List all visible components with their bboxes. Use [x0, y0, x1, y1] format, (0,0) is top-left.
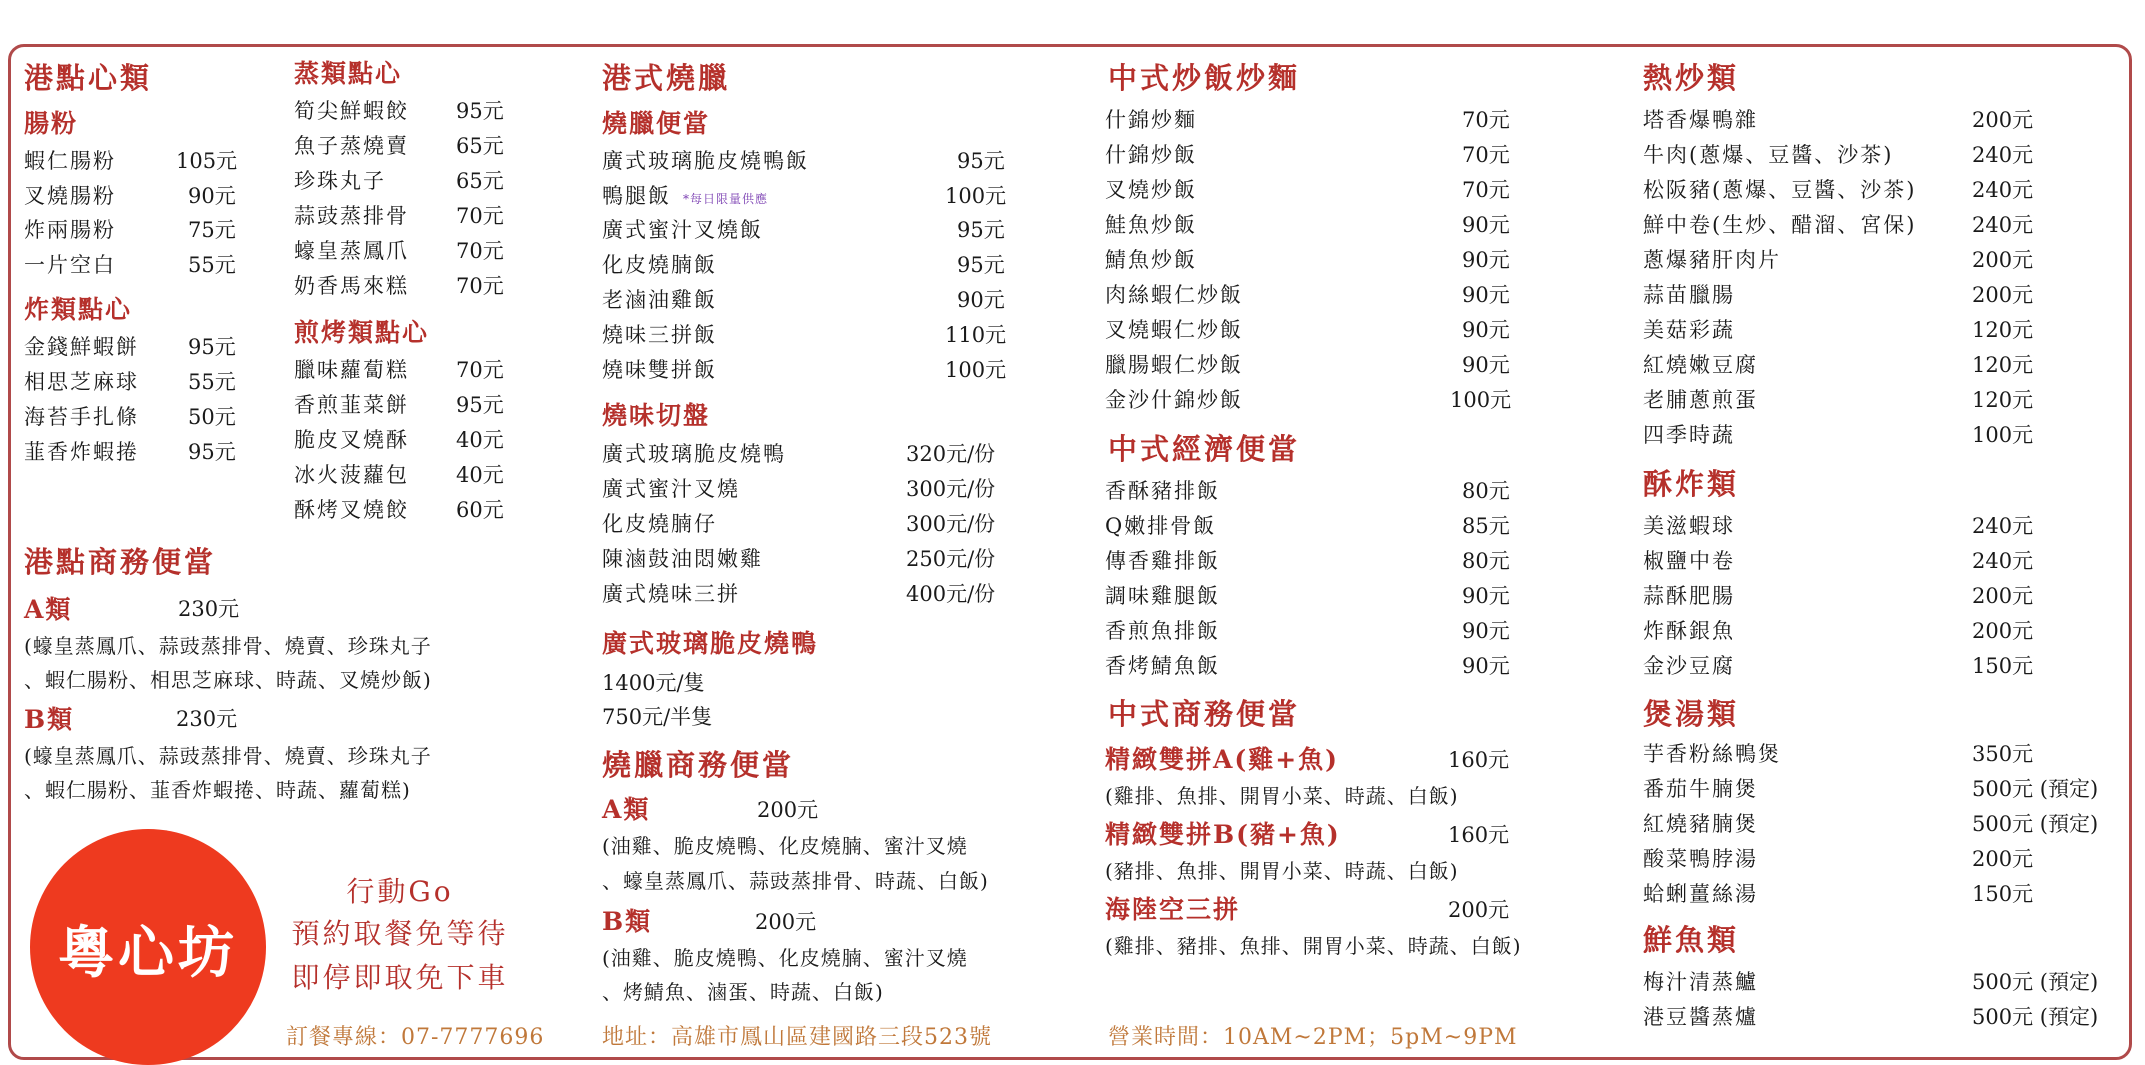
menu-item-name: 鮭魚炒飯: [1105, 213, 1197, 237]
menu-item-price: 75元: [188, 218, 236, 242]
set-description: (蠔皇蒸鳳爪、蒜豉蒸排骨、燒賣、珍珠丸子: [24, 634, 432, 658]
combo-description: (雞排、豬排、魚排、開胃小菜、時蔬、白飯): [1105, 934, 1522, 958]
menu-item-name: 調味雞腿飯: [1105, 584, 1220, 608]
menu-item-price: 105元: [176, 149, 238, 173]
menu-item-name: 什錦炒麵: [1105, 108, 1197, 132]
menu-item-name: 冰火菠蘿包: [294, 463, 409, 487]
menu-item-price: 40元: [456, 463, 504, 487]
set-description: (油雞、脆皮燒鴨、化皮燒腩、蜜汁叉燒: [602, 946, 968, 970]
menu-item-price: 240元: [1972, 178, 2034, 202]
section-title: 港點商務便當: [24, 545, 217, 579]
menu-item-name: 奶香馬來糕: [294, 274, 409, 298]
section-title: 熱炒類: [1643, 61, 1740, 95]
menu-item-price: 80元: [1462, 549, 1510, 573]
menu-item-price: 200元: [1972, 248, 2034, 272]
menu-item-name: 叉燒腸粉: [24, 184, 116, 208]
menu-item-name: 蛤蜊薑絲湯: [1643, 882, 1758, 906]
combo-description: (雞排、魚排、開胃小菜、時蔬、白飯): [1105, 784, 1459, 808]
menu-item-name: 香煎魚排飯: [1105, 619, 1220, 643]
menu-item-name: 廣式玻璃脆皮燒鴨飯: [602, 149, 809, 173]
menu-item-name: 美菇彩蔬: [1643, 318, 1735, 342]
menu-item-price: 240元: [1972, 514, 2034, 538]
menu-item-price: 150元: [1972, 654, 2034, 678]
menu-item-name: 松阪豬(蔥爆、豆醬、沙茶): [1643, 178, 1917, 202]
menu-item-name: 燒味雙拼飯: [602, 358, 717, 382]
menu-item-price: 240元: [1972, 213, 2034, 237]
set-description: 、蠔皇蒸鳳爪、蒜豉蒸排骨、時蔬、白飯): [602, 869, 989, 893]
menu-item-price: 90元: [1462, 248, 1510, 272]
menu-item-name: 叉燒蝦仁炒飯: [1105, 318, 1243, 342]
menu-item-price: 90元: [1462, 584, 1510, 608]
menu-item-name: 牛肉(蔥爆、豆醬、沙茶): [1643, 143, 1894, 167]
menu-item-name: 傳香雞排飯: [1105, 549, 1220, 573]
menu-item-name: 蒜酥肥腸: [1643, 584, 1735, 608]
menu-item-price: 200元: [1972, 847, 2034, 871]
menu-item-name: 韮香炸蝦捲: [24, 440, 139, 464]
set-description: 、蝦仁腸粉、韮香炸蝦捲、時蔬、蘿蔔糕): [24, 778, 411, 802]
set-label: A類: [602, 795, 651, 824]
menu-item-name: 香酥豬排飯: [1105, 479, 1220, 503]
limited-note: *每日限量供應: [683, 192, 769, 206]
menu-item-name: 梅汁清蒸鱸: [1643, 970, 1758, 994]
menu-item-name: 芋香粉絲鴨煲: [1643, 742, 1781, 766]
menu-item-name: 魚子蒸燒賣: [294, 134, 409, 158]
menu-item-price: 70元: [1462, 143, 1510, 167]
menu-item-name: 化皮燒腩仔: [602, 512, 717, 536]
set-label: B類: [24, 705, 75, 734]
menu-item-name: 鮮中卷(生炒、醋溜、宮保): [1643, 213, 1917, 237]
half-duck-price: 750元/半隻: [602, 705, 713, 729]
combo-price: 160元: [1448, 823, 1510, 847]
menu-item-name: 紅燒豬腩煲: [1643, 812, 1758, 836]
menu-item-name: 金錢鮮蝦餅: [24, 335, 139, 359]
menu-item-price: 100元: [945, 184, 1007, 208]
set-price: 200元: [757, 798, 819, 822]
section-title: 港式燒臘: [602, 61, 731, 95]
menu-item-name: 臘腸蝦仁炒飯: [1105, 353, 1243, 377]
set-description: (蠔皇蒸鳳爪、蒜豉蒸排骨、燒賣、珍珠丸子: [24, 744, 432, 768]
set-price: 230元: [178, 597, 240, 621]
menu-item-price: 100元: [945, 358, 1007, 382]
menu-item-price: 70元: [1462, 178, 1510, 202]
menu-item-price: 500元 (預定): [1972, 812, 2099, 836]
menu-item-name: 金沙豆腐: [1643, 654, 1735, 678]
menu-item-price: 90元: [1462, 619, 1510, 643]
menu-item-price: 320元/份: [906, 442, 996, 466]
subsection-title: 燒臘便當: [602, 109, 711, 138]
menu-item-price: 90元: [1462, 213, 1510, 237]
menu-item-name: 酥烤叉燒餃: [294, 498, 409, 522]
menu-item-price: 100元: [1972, 423, 2034, 447]
menu-item-name: 蒜豉蒸排骨: [294, 204, 409, 228]
menu-item-price: 200元: [1972, 619, 2034, 643]
menu-item-name: 廣式蜜汁叉燒: [602, 477, 740, 501]
menu-item-price: 95元: [188, 440, 236, 464]
menu-item-name: 蠔皇蒸鳳爪: [294, 239, 409, 263]
combo-description: (豬排、魚排、開胃小菜、時蔬、白飯): [1105, 859, 1459, 883]
menu-item-price: 240元: [1972, 549, 2034, 573]
menu-item-price: 90元: [1462, 353, 1510, 377]
menu-item-name: 老滷油雞飯: [602, 288, 717, 312]
set-price: 230元: [176, 707, 238, 731]
menu-item-name: 番茄牛腩煲: [1643, 777, 1758, 801]
menu-item-name: 廣式燒味三拼: [602, 582, 740, 606]
combo-label: 海陸空三拼: [1105, 895, 1241, 924]
menu-item-price: 70元: [456, 204, 504, 228]
menu-item-price: 200元: [1972, 108, 2034, 132]
menu-item-price: 95元: [957, 218, 1005, 242]
set-description: 、蝦仁腸粉、相思芝麻球、時蔬、叉燒炒飯): [24, 668, 432, 692]
menu-item-name: 筍尖鮮蝦餃: [294, 99, 409, 123]
menu-item-price: 95元: [456, 99, 504, 123]
menu-item-price: 120元: [1972, 388, 2034, 412]
promo-line: 預約取餐免等待: [291, 917, 509, 950]
menu-item-name: 炸兩腸粉: [24, 218, 116, 242]
combo-price: 200元: [1448, 898, 1510, 922]
menu-item-price: 350元: [1972, 742, 2034, 766]
menu-item-price: 110元: [945, 323, 1007, 347]
business-hours: 營業時間：10AM~2PM；5pM~9PM: [1108, 1025, 1518, 1050]
menu-item-name: 廣式玻璃脆皮燒鴨: [602, 442, 786, 466]
menu-item-price: 240元: [1972, 143, 2034, 167]
menu-item-price: 70元: [456, 239, 504, 263]
subsection-title: 煎烤類點心: [294, 318, 430, 347]
set-label: A類: [24, 595, 73, 624]
menu-item-name: 蔥爆豬肝肉片: [1643, 248, 1781, 272]
menu-item-name: 化皮燒腩飯: [602, 253, 717, 277]
menu-item-name: [602, 180, 768, 210]
promo-line: 即停即取免下車: [291, 961, 509, 994]
menu-item-price: 200元: [1972, 584, 2034, 608]
menu-item-price: 300元/份: [906, 512, 996, 536]
set-label: B類: [602, 907, 653, 936]
menu-item-name: 酸菜鴨脖湯: [1643, 847, 1758, 871]
section-title: 鮮魚類: [1643, 923, 1740, 957]
combo-label: 精緻雙拼A(雞+魚): [1105, 745, 1340, 774]
menu-item-price: 200元: [1972, 283, 2034, 307]
menu-item-name: 珍珠丸子: [294, 169, 386, 193]
menu-item-name: 什錦炒飯: [1105, 143, 1197, 167]
menu-item-price: 90元: [188, 184, 236, 208]
menu-item-price: 400元/份: [906, 582, 996, 606]
menu-item-price: 65元: [456, 134, 504, 158]
whole-duck-price: 1400元/隻: [602, 671, 705, 695]
brand-logo-text: 粵心坊: [58, 921, 238, 986]
order-phone: 訂餐專線：07-7777696: [286, 1025, 545, 1050]
menu-item-price: 60元: [456, 498, 504, 522]
menu-item-name: 香烤鯖魚飯: [1105, 654, 1220, 678]
menu-item-name: 塔香爆鴨雜: [1643, 108, 1758, 132]
menu-item-name: 美滋蝦球: [1643, 514, 1735, 538]
menu-item-label: 鴨腿飯: [602, 184, 671, 208]
menu-item-price: 100元: [1450, 388, 1512, 412]
section-title: 中式經濟便當: [1108, 432, 1301, 466]
menu-item-name: 燒味三拼飯: [602, 323, 717, 347]
menu-item-name: 港豆醬蒸爐: [1643, 1005, 1758, 1029]
menu-item-price: 50元: [188, 405, 236, 429]
menu-item-price: 90元: [1462, 283, 1510, 307]
menu-item-name: 香煎韮菜餅: [294, 393, 409, 417]
menu-item-name: 一片空白: [24, 253, 116, 277]
menu-item-price: 250元/份: [906, 547, 996, 571]
menu-item-name: 金沙什錦炒飯: [1105, 388, 1243, 412]
set-price: 200元: [755, 910, 817, 934]
menu-item-name: 肉絲蝦仁炒飯: [1105, 283, 1243, 307]
menu-item-price: 90元: [1462, 654, 1510, 678]
menu-item-price: 95元: [957, 253, 1005, 277]
menu-item-price: 500元 (預定): [1972, 970, 2099, 994]
menu-item-name: 相思芝麻球: [24, 370, 139, 394]
promo-line: 行動Go: [346, 875, 454, 908]
menu-item-price: 95元: [456, 393, 504, 417]
menu-item-price: 70元: [456, 274, 504, 298]
menu-item-name: 蝦仁腸粉: [24, 149, 116, 173]
menu-item-price: 120元: [1972, 318, 2034, 342]
menu-item-price: 40元: [456, 428, 504, 452]
combo-price: 160元: [1448, 748, 1510, 772]
menu-item-price: 300元/份: [906, 477, 996, 501]
menu-item-price: 65元: [456, 169, 504, 193]
menu-item-price: 85元: [1462, 514, 1510, 538]
section-title: 港點心類: [24, 61, 153, 95]
menu-item-price: 500元 (預定): [1972, 1005, 2099, 1029]
set-description: (油雞、脆皮燒鴨、化皮燒腩、蜜汁叉燒: [602, 834, 968, 858]
menu-item-name: 臘味蘿蔔糕: [294, 358, 409, 382]
menu-item-name: Q嫩排骨飯: [1105, 514, 1217, 538]
menu-item-price: 95元: [188, 335, 236, 359]
subsection-title: 腸粉: [24, 109, 79, 138]
menu-item-name: 蒜苗臘腸: [1643, 283, 1735, 307]
subsection-title: 炸類點心: [24, 295, 133, 324]
section-title: 燒臘商務便當: [602, 748, 795, 782]
subsection-title: 燒味切盤: [602, 401, 711, 430]
menu-item-price: 90元: [1462, 318, 1510, 342]
menu-item-price: 500元 (預定): [1972, 777, 2099, 801]
set-description: 、烤鯖魚、滷蛋、時蔬、白飯): [602, 980, 884, 1004]
subsection-title: 蒸類點心: [294, 59, 403, 88]
brand-logo: [30, 829, 266, 1065]
address: 地址：高雄市鳳山區建國路三段523號: [602, 1025, 992, 1050]
menu-item-price: 95元: [957, 149, 1005, 173]
menu-item-name: 椒鹽中卷: [1643, 549, 1735, 573]
menu-item-name: 廣式蜜汁叉燒飯: [602, 218, 763, 242]
menu-item-name: 老脯蔥煎蛋: [1643, 388, 1758, 412]
menu-item-price: 70元: [1462, 108, 1510, 132]
menu-item-name: 海苔手扎條: [24, 405, 139, 429]
menu-item-name: 鯖魚炒飯: [1105, 248, 1197, 272]
menu-item-price: 55元: [188, 370, 236, 394]
menu-item-name: 脆皮叉燒酥: [294, 428, 409, 452]
combo-label: 精緻雙拼B(豬+魚): [1105, 820, 1341, 849]
menu-item-price: 70元: [456, 358, 504, 382]
menu-item-price: 80元: [1462, 479, 1510, 503]
section-title: 中式商務便當: [1108, 697, 1301, 731]
menu-item-price: 90元: [957, 288, 1005, 312]
menu-item-name: 陳滷鼓油悶嫩雞: [602, 547, 763, 571]
section-title: 煲湯類: [1643, 697, 1740, 731]
menu-item-price: 120元: [1972, 353, 2034, 377]
menu-item-price: 55元: [188, 253, 236, 277]
menu-item-name: 四季時蔬: [1643, 423, 1735, 447]
section-title: 酥炸類: [1643, 467, 1740, 501]
section-title: 中式炒飯炒麵: [1108, 61, 1301, 95]
menu-item-name: 叉燒炒飯: [1105, 178, 1197, 202]
menu-item-name: 紅燒嫩豆腐: [1643, 353, 1758, 377]
menu-item-name: 炸酥銀魚: [1643, 619, 1735, 643]
subsection-title: 廣式玻璃脆皮燒鴨: [602, 629, 819, 658]
menu-item-price: 150元: [1972, 882, 2034, 906]
